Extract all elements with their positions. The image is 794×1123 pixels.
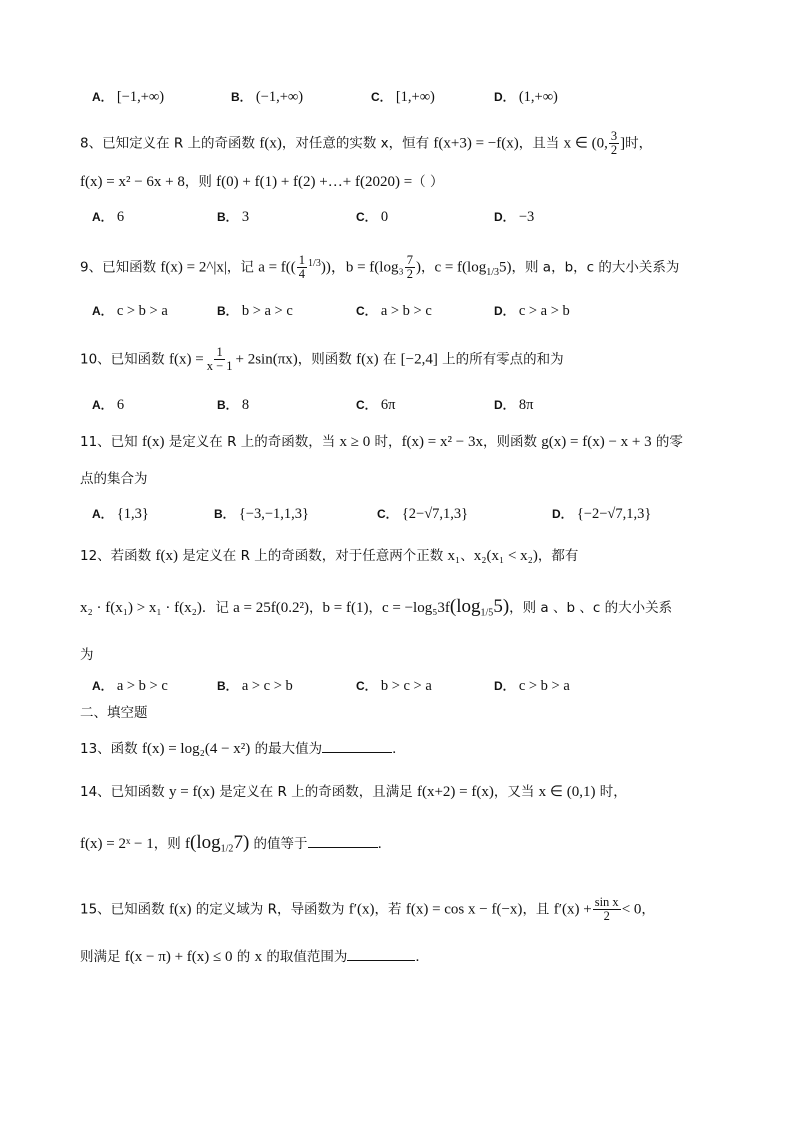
q10-option-d: D． 8π: [494, 397, 534, 413]
answer-blank[interactable]: [347, 946, 415, 961]
q9-option-b: B． b > a > c: [217, 303, 293, 319]
q14-stem-line1: 14、已知函数 y = f(x) 是定义在 R 上的奇函数，且满足 f(x+2) = f(x)，又当 x ∈ (0,1) 时，: [80, 784, 627, 800]
q7-option-d: D． (1,+∞): [494, 89, 558, 105]
q11-option-a: A． {1,3}: [92, 506, 149, 522]
q13-stem: 13、函数 f(x) = log₂(4 − x²) 的最大值为 ．: [80, 738, 720, 759]
q9-option-d: D． c > a > b: [494, 303, 570, 319]
q15-stem-line2: 则满足 f(x − π) + f(x) ≤ 0 的 x 的取值范围为 ．: [80, 946, 720, 967]
q10-option-b: B． 8: [217, 397, 250, 413]
answer-blank[interactable]: [308, 833, 378, 848]
q8-option-c: C． 0: [356, 209, 389, 225]
fraction: $\frac{1}{4}$: [298, 253, 306, 281]
q12-option-b: B． a > c > b: [217, 678, 293, 694]
answer-blank[interactable]: [322, 738, 392, 753]
q9-stem: 9、已知函数 f(x) = 2^|x|，记 a = f(( $\frac{1}{4}$ $^{1/3}$))，b = f(log₃ $\frac{7}{2}$ )，$c = f(\log_{1/3}5)$，则 a，b，c 的大小关系为: [80, 253, 680, 281]
q8-stem-line2: f(x) = x² − 6x + 8，则 f(0) + f(1) + f(2) +…+ f(2020) =（ ）: [80, 174, 444, 190]
q10-option-c: C． 6π: [356, 397, 396, 413]
q9-option-c: C． a > b > c: [356, 303, 432, 319]
q11-option-b: B． {−3,−1,1,3}: [214, 506, 309, 522]
fraction: $\frac{3}{2}$: [610, 129, 618, 157]
q12-option-c: C． b > c > a: [356, 678, 432, 694]
q8-option-d: D． −3: [494, 209, 535, 225]
q11-stem-line1: 11、已知 f(x) 是定义在 R 上的奇函数，当 x ≥ 0 时，f(x) = x² − 3x，则函数 g(x) = f(x) − x + 3 的零: [80, 434, 683, 450]
fraction: $\frac{7}{2}$: [406, 253, 413, 281]
q8-option-a: A． 6: [92, 209, 125, 225]
q12-stem-line1: 12、若函数 f(x) 是定义在 R 上的奇函数，对于任意两个正数 x₁、x₂(x₁ < x₂)，都有: [80, 548, 579, 564]
q10-stem: 10、已知函数 f(x) = $\frac{1}{x - 1}$ + 2sin(πx)，则函数 f(x) 在 [−2,4] 上的所有零点的和为: [80, 345, 564, 373]
q7-option-b: B． (−1,+∞): [231, 89, 304, 105]
q12-stem-line3: 为: [80, 647, 94, 663]
fraction: $\frac{1}{x - 1}$: [206, 345, 233, 373]
q12-option-d: D． c > b > a: [494, 678, 570, 694]
fraction: $\frac{\text{sin x}}{2}$: [594, 895, 619, 923]
q11-option-d: D． {−2−√7,1,3}: [552, 506, 652, 522]
q7-option-a: A． [−1,+∞): [92, 89, 165, 105]
q9-option-a: A． c > b > a: [92, 303, 168, 319]
q12-stem-line2: x₂ · f(x₁) > x₁ · f(x₂)．记 a = 25f(0.2²)，b = f(1)，$c = -\log_53f(\log_{1/5}5)$，则 a 、b 、c 的大小关系: [80, 596, 673, 619]
q7-option-c: C． [1,+∞): [371, 89, 435, 105]
q8-stem-line1: 8、已知定义在 R 上的奇函数 f(x)，对任意的实数 x，恒有 f(x+3) = −f(x)，且当 x ∈ (0, $\frac{3}{2}$ ]时，: [80, 129, 653, 157]
q11-option-c: C． {2−√7,1,3}: [377, 506, 469, 522]
q14-stem-line2: f(x) = 2ˣ − 1，则 $f(\log_{1/2}7)$ 的值等于 ．: [80, 832, 392, 855]
q10-option-a: A． 6: [92, 397, 125, 413]
q8-option-b: B． 3: [217, 209, 250, 225]
section-heading: 二、填空题: [80, 705, 148, 721]
q11-stem-line2: 点的集合为: [80, 471, 148, 487]
q12-option-a: A． a > b > c: [92, 678, 168, 694]
q15-stem-line1: 15、已知函数 f(x) 的定义域为 R，导函数为 f′(x)，若 f(x) = cos x − f(−x)，且 f′(x) + $\frac{\text{sin x}}{2}$ < 0，: [80, 895, 655, 923]
